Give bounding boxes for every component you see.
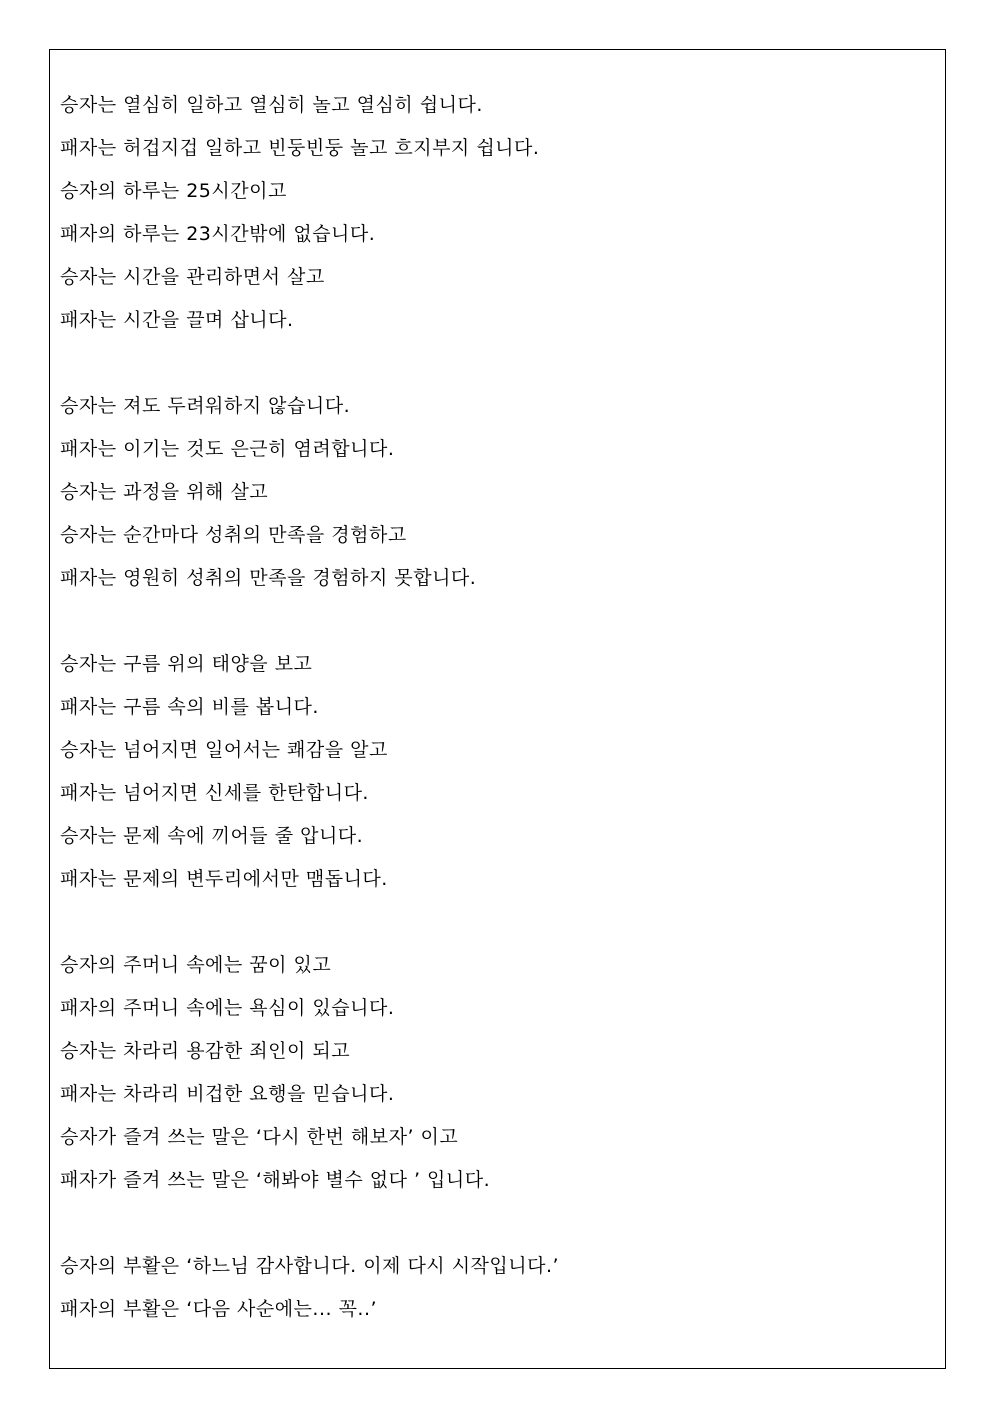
text-line: 승자의 하루는 25시간이고 [60, 180, 287, 202]
text-line: 승자의 부활은 ‘하느님 감사합니다. 이제 다시 시작입니다.’ [60, 1255, 560, 1277]
text-line: 패자의 부활은 ‘다음 사순에는... 꼭..’ [60, 1298, 378, 1320]
text-line: 패자는 구름 속의 비를 봅니다. [60, 696, 319, 718]
text-line: 패자는 이기는 것도 은근히 염려합니다. [60, 438, 395, 460]
text-line: 승자는 구름 위의 태양을 보고 [60, 653, 313, 675]
text-line: 승자가 즐겨 쓰는 말은 ‘다시 한번 해보자’ 이고 [60, 1126, 459, 1148]
text-line: 승자는 열심히 일하고 열심히 놀고 열심히 쉽니다. [60, 94, 483, 116]
text-line: 승자는 과정을 위해 살고 [60, 481, 269, 503]
text-line: 승자는 문제 속에 끼어들 줄 압니다. [60, 825, 364, 847]
text-line: 승자는 시간을 관리하면서 살고 [60, 266, 325, 288]
text-line: 패자는 허겁지겁 일하고 빈둥빈둥 놀고 흐지부지 쉽니다. [60, 137, 540, 159]
document-body [60, 90, 935, 1380]
text-line: 패자의 주머니 속에는 욕심이 있습니다. [60, 997, 395, 1019]
text-line: 패자는 시간을 끌며 삽니다. [60, 309, 294, 331]
text-line: 패자는 영원히 성취의 만족을 경험하지 못합니다. [60, 567, 477, 589]
text-line: 승자는 차라리 용감한 죄인이 되고 [60, 1040, 351, 1062]
text-line: 패자는 넘어지면 신세를 한탄합니다. [60, 782, 369, 804]
text-line: 승자는 순간마다 성취의 만족을 경험하고 [60, 524, 407, 546]
text-line: 패자가 즐겨 쓰는 말은 ‘해봐야 별수 없다 ’ 입니다. [60, 1169, 491, 1191]
text-line: 패자는 차라리 비겁한 요행을 믿습니다. [60, 1083, 395, 1105]
stanza-4 [60, 950, 935, 1208]
page-frame [49, 49, 946, 1369]
text-line: 승자는 넘어지면 일어서는 쾌감을 알고 [60, 739, 388, 761]
text-line: 승자의 주머니 속에는 꿈이 있고 [60, 954, 332, 976]
stanza-2 [60, 391, 935, 606]
stanza-3 [60, 649, 935, 907]
text-line: 패자는 문제의 변두리에서만 맴돕니다. [60, 868, 388, 890]
text-line: 패자의 하루는 23시간밖에 없습니다. [60, 223, 376, 245]
text-line: 승자는 져도 두려워하지 않습니다. [60, 395, 351, 417]
stanza-5 [60, 1251, 935, 1337]
stanza-1 [60, 90, 935, 348]
